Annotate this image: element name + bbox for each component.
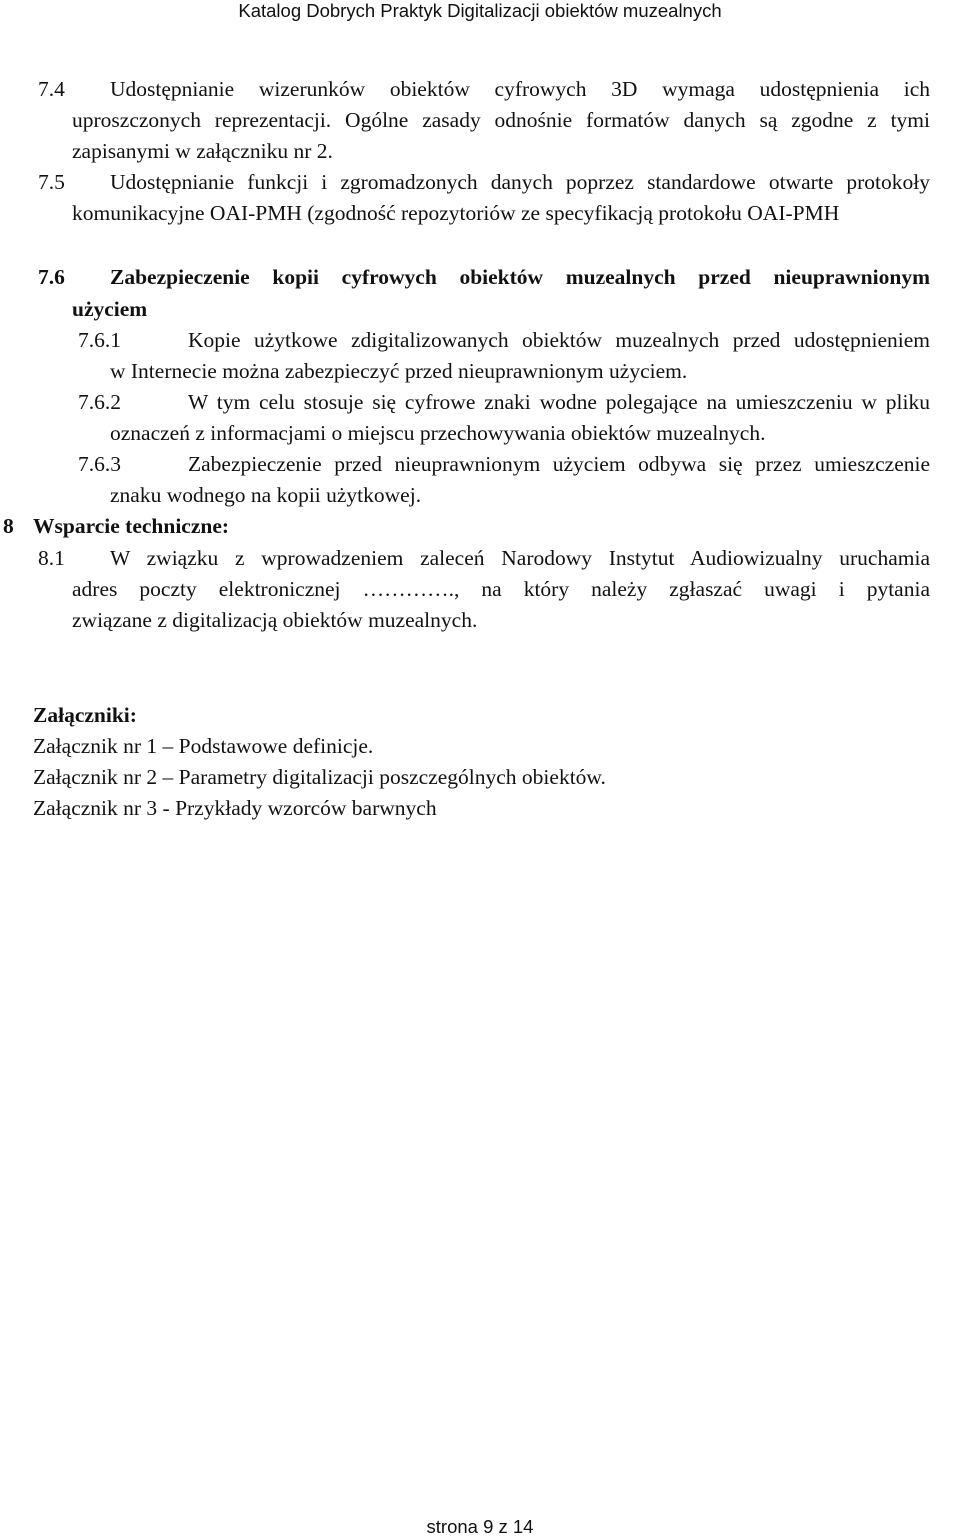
paragraph-line: adres poczty elektronicznej …………., na który należy zgłaszać uwagi i pytania [72, 577, 930, 601]
paragraph-line: komunikacyjne OAI-PMH (zgodność repozytoriów ze specyfikacją protokołu OAI-PMH [72, 201, 840, 225]
paragraph-line: uproszczonych reprezentacji. Ogólne zasady odnośnie formatów danych są zgodne z tymi [72, 108, 930, 132]
attachment-item: Załącznik nr 3 - Przykłady wzorców barwnych [33, 796, 437, 820]
heading-line: użyciem [72, 297, 148, 321]
paragraph-line: znaku wodnego na kopii użytkowej. [110, 483, 422, 507]
paragraph-line: Udostępnianie wizerunków obiektów cyfrowych 3D wymaga udostępnienia ich [110, 77, 930, 101]
paragraph-line: w Internecie można zabezpieczyć przed nieuprawnionym użyciem. [110, 359, 688, 383]
section-number: 8.1 [38, 546, 65, 570]
paragraph-line: oznaczeń z informacjami o miejscu przechowywania obiektów muzealnych. [110, 421, 766, 445]
section-number: 7.6.1 [78, 328, 121, 352]
section-number: 7.4 [38, 77, 65, 101]
paragraph-line: związane z digitalizacją obiektów muzealnych. [72, 608, 478, 632]
section-number: 7.6 [38, 265, 65, 289]
heading-line: Zabezpieczenie kopii cyfrowych obiektów muzealnych przed nieuprawnionym [110, 265, 930, 289]
attachment-item: Załącznik nr 2 – Parametry digitalizacji poszczególnych obiektów. [33, 765, 606, 789]
section-number: 7.6.2 [78, 390, 121, 414]
section-number: 8 [3, 514, 14, 538]
paragraph-line: Udostępnianie funkcji i zgromadzonych danych poprzez standardowe otwarte protokoły [110, 170, 930, 194]
paragraph-line: W tym celu stosuje się cyfrowe znaki wodne polegające na umieszczeniu w pliku [188, 390, 930, 414]
section-number: 7.6.3 [78, 452, 121, 476]
page-number: strona 9 z 14 [426, 1516, 534, 1537]
paragraph-line: Zabezpieczenie przed nieuprawnionym użyciem odbywa się przez umieszczenie [188, 452, 930, 476]
paragraph-line: Kopie użytkowe zdigitalizowanych obiektów muzealnych przed udostępnieniem [188, 328, 930, 352]
attachment-item: Załącznik nr 1 – Podstawowe definicje. [33, 734, 374, 758]
section-title: Wsparcie techniczne: [33, 514, 230, 538]
section-number: 7.5 [38, 170, 65, 194]
attachments-heading: Załączniki: [33, 703, 137, 727]
paragraph-line: zapisanymi w załączniku nr 2. [72, 139, 333, 163]
paragraph-line: W związku z wprowadzeniem zaleceń Narodowy Instytut Audiowizualny uruchamia [110, 546, 930, 570]
page-header: Katalog Dobrych Praktyk Digitalizacji obiektów muzealnych [238, 0, 722, 21]
